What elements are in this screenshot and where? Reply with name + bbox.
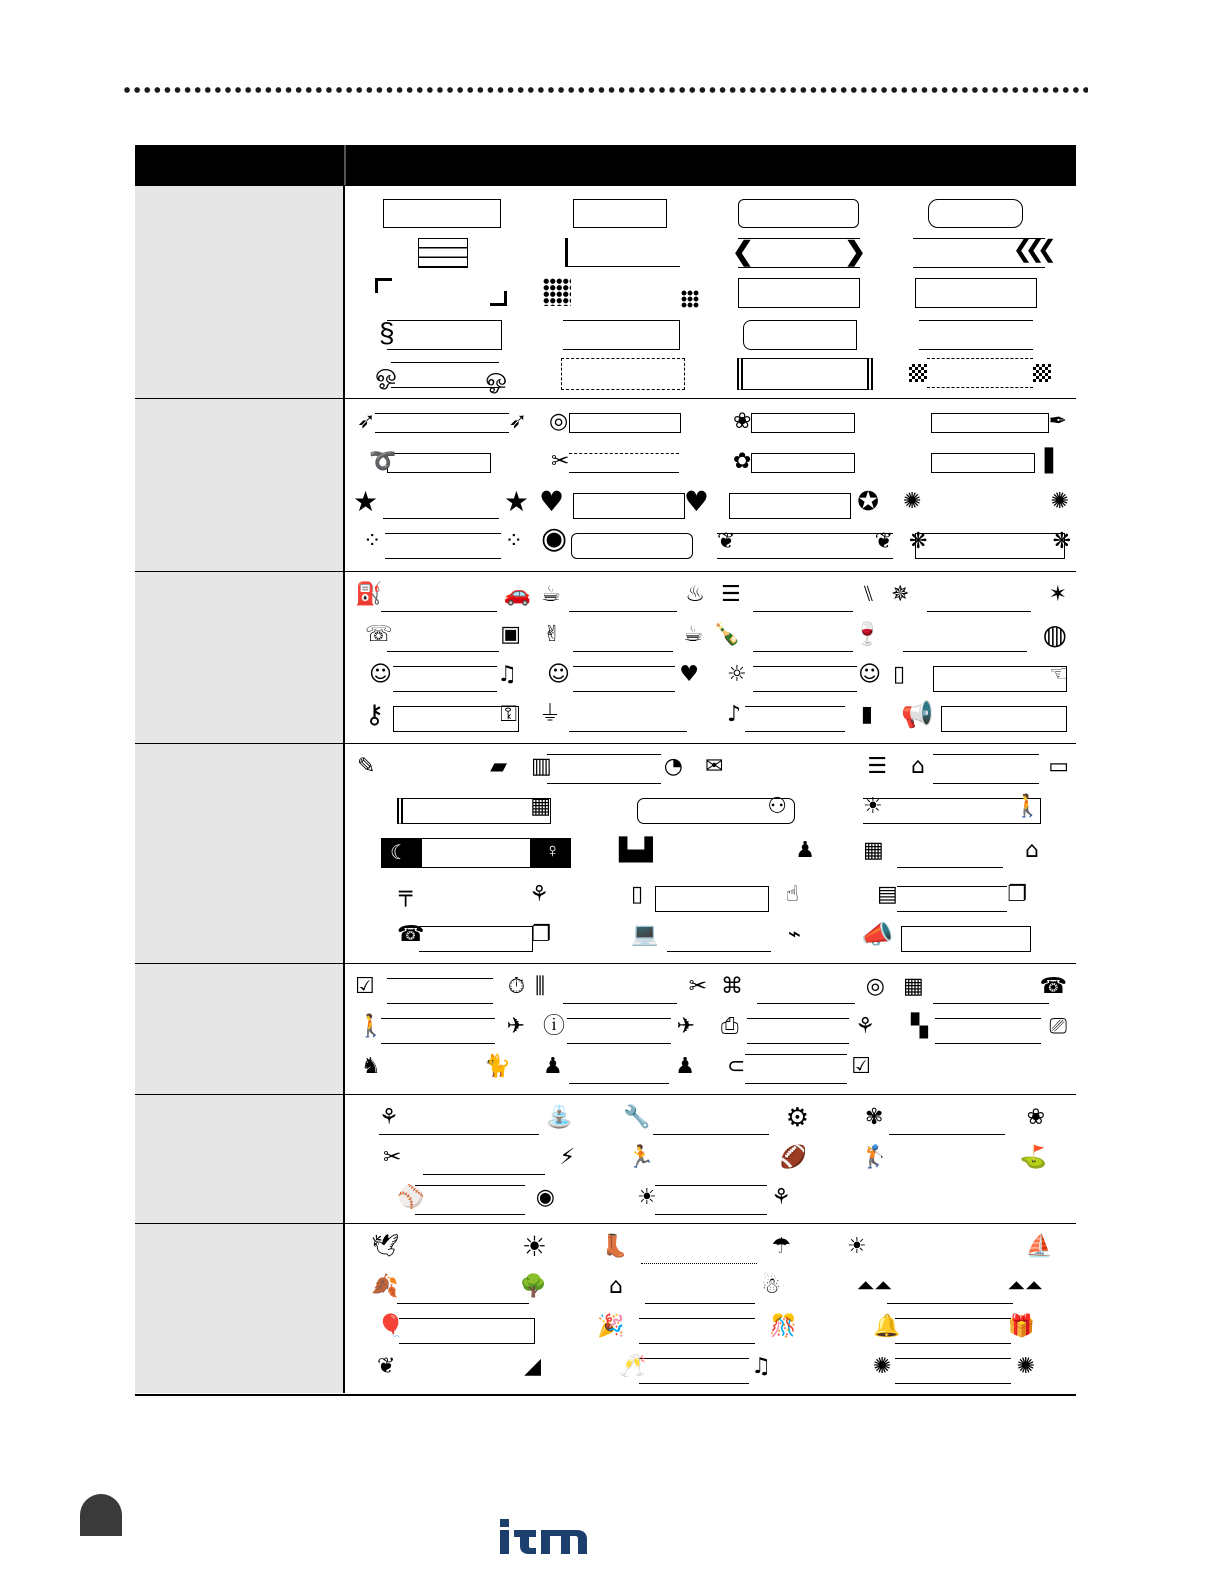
frame-ticket: [561, 358, 685, 390]
mouse-icon: ⌁: [787, 922, 801, 947]
pointing-hand-icon: ☜: [1049, 662, 1069, 687]
presentation-icon: ▦: [530, 794, 551, 819]
snowman-icon: ☃: [761, 1274, 781, 1299]
paperclip-icon: ⊂: [727, 1054, 746, 1079]
leaf-icon: ◢: [524, 1354, 541, 1379]
header-divider: [344, 145, 346, 185]
group-icon: ⚇: [767, 794, 787, 819]
touch-hand-icon: ☝: [785, 882, 799, 907]
umbrella-icon: ☂: [771, 1234, 791, 1259]
telephone-icon: ☎: [1039, 974, 1067, 999]
frame-price-tags: [721, 974, 885, 1008]
frame-fax: [397, 922, 551, 956]
frame-comb: [535, 974, 707, 1008]
pie-chart-icon: ◔: [663, 754, 683, 779]
frame-gift: [873, 1314, 1035, 1348]
movie-camera-icon: ⎚: [1049, 1014, 1067, 1039]
frame-rain: [601, 1234, 791, 1268]
rose-icon: ❀: [733, 409, 752, 434]
frame-birds-sun: [371, 1230, 547, 1268]
frame-kids: [543, 1054, 695, 1088]
mobile-phone-icon: ▮: [860, 702, 873, 727]
wine-bottle-icon: 🍾: [713, 622, 741, 647]
heart-icon: ♥: [679, 662, 699, 687]
row-category-label: [135, 744, 345, 964]
books-icon: ☰: [721, 582, 741, 607]
frame-chevron-box: [732, 236, 866, 268]
gears-icon: ⚙: [785, 1103, 809, 1133]
beach-chair-icon: ☀: [847, 1234, 867, 1259]
boots-icon: 👢: [601, 1234, 629, 1259]
fireworks-icon: ✺: [873, 1354, 892, 1379]
sparkle-icon: ✺: [903, 489, 922, 514]
car-icon: 🚗: [503, 582, 531, 607]
frame-arrow-box: [913, 236, 1049, 268]
moon-icon: ☾: [390, 842, 408, 864]
clapperboard-icon: ▚: [911, 1014, 928, 1039]
table-header: [135, 145, 1076, 185]
frame-target: [541, 521, 703, 563]
music-note-icon: ♫: [751, 1354, 771, 1379]
sprout-icon: ⚘: [771, 1185, 791, 1210]
calculator-icon: ▤: [877, 882, 898, 907]
table-row-decorative-frames: [135, 398, 1076, 572]
frame-grid: [347, 964, 1076, 1095]
frame-beach: [847, 1234, 1053, 1268]
desk-icon: ╤: [399, 882, 413, 907]
swirl-icon: ஓ: [375, 358, 397, 388]
row-category-label: [135, 964, 345, 1095]
walking-person-icon: 🚶: [1013, 794, 1041, 819]
baseball-icon: ⚾: [397, 1185, 425, 1210]
frame-party-popper: [597, 1314, 797, 1348]
music-note-icon: ♫: [497, 662, 517, 687]
heart-icon: ♥: [683, 485, 709, 518]
stopwatch-icon: ⏱: [507, 974, 525, 999]
tablet-icon: ▯: [631, 882, 644, 907]
football-icon: 🏈: [779, 1145, 807, 1170]
frame-sparkle: [903, 489, 1069, 523]
frame-grid: [347, 744, 1076, 964]
frame-party: [891, 582, 1067, 616]
floral-corner-icon: ❦: [717, 529, 736, 554]
row-category-label: [135, 1224, 345, 1393]
businessman-icon: ♟: [795, 838, 815, 863]
key-icon: ⚷: [365, 700, 385, 730]
documents-icon: ❐: [531, 922, 551, 947]
frame-loudspeaker: [861, 922, 1043, 956]
smiley-icon: ☺: [858, 662, 881, 687]
frame-sprout: [637, 1185, 791, 1219]
frame-bubbles: [363, 529, 523, 563]
itm-logo: [498, 1516, 590, 1556]
frame-smile-music: [369, 662, 517, 696]
frame-ornate-corner: [915, 278, 1037, 308]
frame-holly: [377, 1354, 541, 1388]
frame-grid: [347, 186, 1076, 399]
frame-building: [863, 838, 1039, 872]
floral-corner-icon: ❦: [874, 529, 893, 554]
frame-smile-heart: [547, 662, 699, 696]
info-icon: ⓘ: [543, 1014, 566, 1039]
cheer-icon: ✌: [543, 622, 562, 647]
bubble-icon: ⁘: [504, 529, 523, 554]
birds-icon: 🕊: [371, 1234, 399, 1259]
frame-tab-left: [743, 320, 857, 350]
airplane-icon: ✈: [676, 1014, 695, 1039]
frame-winter: [609, 1274, 781, 1308]
triple-chevron-icon: ❮❮❮: [1012, 236, 1049, 263]
quill-icon: ✒: [1048, 409, 1067, 434]
frame-megaphone: [901, 702, 1073, 736]
laptop-icon: 💻: [631, 922, 659, 947]
frame-tablet: [631, 882, 799, 916]
wine-glass-icon: 🍷: [853, 622, 881, 647]
scroll-curl-icon: §: [379, 317, 395, 348]
frame-stamp: [727, 489, 879, 523]
row-category-label: [135, 186, 345, 399]
row-category-label: [135, 399, 345, 572]
traveler-icon: 🚶: [357, 1014, 385, 1039]
frame-calendar: [903, 974, 1067, 1008]
frame-books: [721, 582, 875, 616]
frame-dotted-corners: [543, 278, 699, 308]
star-icon: ★: [503, 485, 529, 518]
frame-camera: [721, 1014, 875, 1048]
table-row-sport-frames: [135, 1094, 1076, 1224]
frame-laptop: [631, 922, 801, 956]
fax-icon: ☎: [397, 922, 425, 947]
dotted-header-rule: [122, 85, 1088, 95]
school-icon: ⌂: [911, 754, 925, 779]
cassette-icon: ▣: [500, 622, 521, 647]
frame-rose: [733, 409, 873, 437]
bubble-icon: ⁘: [363, 529, 382, 554]
frame-music-mobile: [727, 702, 873, 736]
frame-pines: [857, 1274, 1043, 1308]
frame-golf: [861, 1145, 1047, 1179]
office-building-icon: ▦: [863, 838, 884, 863]
frame-city: [619, 838, 815, 872]
frame-scroll: [549, 409, 699, 437]
frame-hearts: [539, 485, 709, 523]
phone-icon: ☏: [365, 622, 393, 647]
frame-coffee: [541, 582, 705, 616]
frame-striped-ends: [737, 358, 873, 390]
coffee-cup-icon: ☕: [541, 582, 561, 607]
frame-fireworks: [873, 1354, 1035, 1388]
frame-toast: [619, 1354, 771, 1388]
frame-rounded-box: [738, 199, 859, 228]
boy-icon: ♟: [543, 1054, 563, 1079]
frame-car: [355, 582, 531, 616]
megaphone-icon: 📢: [901, 700, 934, 730]
sunrise-icon: ☀: [863, 794, 883, 819]
frame-info: [543, 1014, 695, 1048]
frame-pets: [361, 1054, 511, 1088]
frame-paint-roller: [913, 449, 1053, 477]
record-icon: ◍: [1042, 618, 1067, 651]
frame-trimmer: [383, 1145, 575, 1179]
golf-flag-icon: ⛳: [1019, 1145, 1047, 1170]
table-row-personal-frames: [135, 963, 1076, 1095]
frame-baseball: [397, 1185, 555, 1219]
tree-icon: 🌳: [519, 1274, 547, 1299]
frame-corner-brackets: [375, 278, 507, 306]
zigzag-icon: ⚡: [559, 1145, 575, 1170]
frame-phone: [365, 622, 521, 656]
row-category-label: [135, 572, 345, 744]
table-row-season-frames: [135, 1223, 1076, 1393]
frame-notched-sides: [919, 320, 1033, 350]
frame-flowers: [865, 1105, 1045, 1139]
chevron-left-icon: ❮: [732, 236, 754, 266]
runner-icon: 🏃: [627, 1145, 655, 1170]
teacup-icon: ☕: [683, 622, 703, 647]
frame-ornate-corner: [738, 278, 860, 308]
camera-icon: ⎙: [721, 1014, 739, 1039]
plant-icon: ⚘: [529, 882, 549, 907]
party-popper-icon: 🎊: [769, 1314, 797, 1339]
tag-icon: ➰: [369, 449, 397, 474]
dog-icon: ♞: [361, 1054, 381, 1079]
tape-icon: ✿: [733, 449, 752, 474]
plug-icon: ⏚: [539, 702, 562, 727]
target-icon: ◉: [541, 521, 568, 556]
frame-night: [381, 838, 571, 868]
frame-paperclip: [727, 1054, 871, 1088]
lace-corner-icon: ❋: [909, 529, 928, 554]
fireworks-icon: ✺: [1016, 1354, 1035, 1379]
ball-icon: ◉: [535, 1185, 555, 1210]
frame-plug: [539, 702, 707, 736]
pine-trees-icon: ⏶⏶: [857, 1274, 893, 1299]
table-row-office-frames: [135, 743, 1076, 964]
gas-pump-icon: ⛽: [355, 582, 383, 607]
frame-key: [365, 702, 525, 736]
frame-notched-box: [928, 199, 1023, 228]
cat-icon: 🐈: [483, 1054, 511, 1079]
frame-lined-box: [418, 238, 468, 268]
house-icon: ⌂: [1025, 838, 1039, 863]
checkbox-icon: ☑: [355, 974, 375, 999]
autumn-leaves-icon: 🍂: [371, 1274, 399, 1299]
cake-icon: ✵: [891, 582, 910, 607]
frame-record: [903, 618, 1067, 656]
frame-stars: [353, 485, 529, 523]
frame-swirl: [375, 358, 507, 392]
table-row-leisure-frames: [135, 571, 1076, 744]
frame-plain-box: [573, 199, 667, 228]
frame-chart: [531, 754, 683, 788]
row-category-label: [135, 1095, 345, 1224]
frame-grid: [347, 1224, 1076, 1393]
frame-pencil: [357, 754, 507, 788]
frame-cursor: [357, 409, 527, 437]
hanger-icon: ✂: [551, 449, 570, 474]
switch-icon: ▯: [893, 662, 906, 687]
swirl-icon: ஓ: [485, 362, 507, 392]
cursor-arrow-icon: ➶: [357, 409, 376, 434]
bouquet-icon: ❀: [1026, 1105, 1045, 1130]
pencil-icon: ✎: [357, 754, 376, 779]
party-popper-icon: 🎉: [597, 1314, 625, 1339]
music-note-icon: ♪: [727, 702, 742, 727]
bells-icon: 🔔: [873, 1314, 901, 1339]
gift-icon: 🎁: [1007, 1314, 1035, 1339]
sun-face-icon: ☀: [521, 1230, 547, 1263]
walking-person-icon: ♀: [545, 840, 560, 862]
city-skyline-icon: ▙▟: [619, 838, 653, 863]
frame-grid: [347, 572, 1076, 744]
heart-icon: ♥: [539, 485, 565, 518]
envelope-icon: ✉: [705, 754, 724, 779]
palm-tree-icon: ⚘: [855, 1014, 875, 1039]
scroll-icon: ◎: [549, 409, 569, 434]
paint-roller-icon: ▐: [1036, 449, 1053, 474]
girl-icon: ♟: [675, 1054, 695, 1079]
book-icon: ▭: [1048, 754, 1069, 779]
champagne-icon: ✶: [1048, 582, 1067, 607]
table-row-basic-frames: [135, 185, 1076, 399]
frame-scroll-left: [379, 317, 502, 350]
documents-icon: ❐: [1007, 882, 1027, 907]
price-tags-icon: ⌘: [721, 974, 743, 999]
bulb-icon: ☼: [727, 662, 747, 687]
frame-balloons: [377, 1314, 539, 1348]
frame-clip-left: [563, 320, 680, 350]
kettle-icon: ♨: [685, 582, 705, 607]
frame-checkbox: [355, 974, 525, 1008]
holly-icon: ❦: [377, 1354, 396, 1379]
frame-tools: [623, 1105, 809, 1139]
frame-cheers: [543, 622, 703, 656]
frame-quill: [913, 409, 1067, 437]
star-icon: ★: [353, 485, 379, 518]
flower-icon: ✾: [865, 1105, 884, 1130]
frame-autumn: [371, 1274, 547, 1308]
frame-desk: [399, 882, 549, 916]
frame-wine: [713, 622, 881, 656]
frame-envelope: [705, 754, 887, 788]
airplane-icon: ✈: [506, 1014, 525, 1039]
frame-designs-table: [135, 145, 1076, 1396]
frame-grid: [347, 1095, 1076, 1224]
smiley-icon: ☺: [369, 662, 392, 687]
frame-tape: [733, 449, 873, 477]
loudspeaker-icon: 📣: [861, 920, 894, 950]
frame-travel: [357, 1014, 525, 1048]
sparkle-icon: ✺: [1050, 489, 1069, 514]
frame-football: [627, 1145, 807, 1179]
golfer-icon: 🏌: [861, 1145, 889, 1170]
lace-corner-icon: ❋: [1052, 529, 1071, 554]
bar-chart-icon: ▥: [531, 754, 552, 779]
frame-tag: [369, 449, 509, 477]
utensils-icon: ⑊: [861, 582, 875, 607]
page-number-tab: [80, 1494, 122, 1536]
frame-bulb-smile: [727, 662, 881, 696]
grass-icon: ⚘: [379, 1105, 399, 1130]
watering-can-icon: ⛲: [545, 1105, 573, 1130]
comb-icon: ⫼: [535, 974, 546, 999]
frame-school-book: [911, 754, 1069, 788]
checkbox-icon: ☑: [851, 1054, 871, 1079]
postage-stamp-icon: ✪: [857, 487, 879, 517]
pine-trees-icon: ⏶⏶: [1007, 1274, 1043, 1299]
lines-icon: ☰: [867, 754, 887, 779]
frame-switch-hand: [893, 662, 1069, 696]
frame-checkered-ends: [909, 358, 1051, 388]
hedge-trimmer-icon: ✂: [383, 1145, 402, 1170]
frame-garden: [379, 1105, 573, 1139]
cursor-arrow-icon: ➶: [508, 409, 527, 434]
toast-icon: 🥂: [619, 1354, 647, 1379]
keyhole-icon: ⚿: [500, 702, 517, 727]
frame-movie: [911, 1014, 1067, 1048]
frame-sunrise: [863, 794, 1041, 828]
balloons-icon: 🎈: [377, 1314, 405, 1339]
eraser-icon: ▰: [490, 754, 507, 779]
chevron-right-icon: ❯: [844, 236, 866, 266]
frame-group: [637, 794, 795, 828]
frame-floral-corners: [717, 529, 893, 563]
frame-presentation: [397, 794, 551, 828]
frame-grid: [347, 399, 1076, 572]
ring-icon: ◎: [865, 974, 885, 999]
cabin-icon: ⌂: [609, 1274, 623, 1299]
sun-icon: ☀: [637, 1185, 657, 1210]
calendar-icon: ▦: [903, 974, 924, 999]
frame-bar-left: [565, 238, 680, 267]
frame-calculator: [877, 882, 1027, 916]
frame-hanger: [551, 449, 697, 477]
wrench-icon: 🔧: [623, 1105, 651, 1130]
frame-plain-box: [383, 199, 501, 228]
frame-lace-corners: [909, 529, 1071, 563]
scissors-icon: ✂: [688, 974, 707, 999]
smiley-icon: ☺: [547, 662, 570, 687]
sailboat-icon: ⛵: [1025, 1234, 1053, 1259]
